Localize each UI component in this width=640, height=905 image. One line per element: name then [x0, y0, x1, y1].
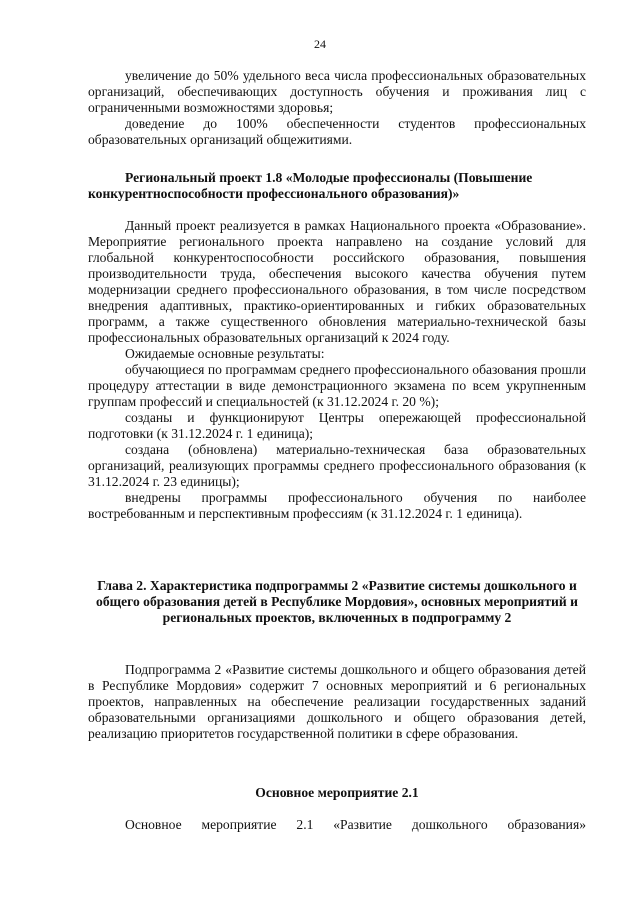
paragraph: Данный проект реализуется в рамках Национального проекта «Образование». Мероприятие регионального проекта направлено на создание условий для глобальной конкурентоспособности российского образования, повышения производительности труда, обеспечения высокого качества обучения путем модернизации среднего профессионального образования, в том числе посредством внедрения адаптивных, практико-ориентированных и гибких образовательных программ, а также существенного обновления материально-технической базы профессиональных образовательных организаций к 2024 году. [88, 218, 586, 345]
chapter-heading: Глава 2. Характеристика подпрограммы 2 «Развитие системы дошкольного и общего образования детей в Республике Мордовия», основных мероприятий и региональных проектов, включенных в подпрограмму 2 [96, 578, 578, 625]
results-label: Ожидаемые основные результаты: [125, 346, 325, 361]
result-item: обучающиеся по программам среднего профессионального обазования прошли процедуру аттестации в виде демонстрационного экзамена по всем укрупненным группам профессий и специальностей (к 31.12.2024 г. 20 %); [88, 362, 586, 409]
section-1-8-heading-block [88, 170, 586, 202]
paragraph: Основное мероприятие 2.1 «Развитие дошкольного образования» [125, 817, 586, 832]
top-paragraphs [88, 68, 586, 148]
paragraph: увеличение до 50% удельного веса числа профессиональных образовательных организаций, обеспечивающих доступность обучения и проживания лиц с ограниченными возможностями здоровья; [88, 68, 586, 115]
paragraph: доведение до 100% обеспеченности студентов профессиональных образовательных организаций общежитиями. [88, 116, 586, 147]
subsection-heading: Основное мероприятие 2.1 [255, 785, 419, 800]
measure-2-1-heading-block [88, 785, 586, 801]
measure-2-1-body [88, 817, 586, 833]
chapter-2-body [88, 662, 586, 742]
result-item: внедрены программы профессионального обучения по наиболее востребованным и перспективным профессиям (к 31.12.2024 г. 1 единица). [88, 490, 586, 521]
result-item: созданы и функционируют Центры опережающей профессиональной подготовки (к 31.12.2024 г. 1 единица); [88, 410, 586, 441]
section-1-8-body [88, 218, 586, 522]
chapter-2-heading-block [88, 578, 586, 626]
section-heading: Региональный проект 1.8 «Молодые профессионалы (Повышение конкурентноспособности профессионального образования)» [88, 170, 533, 201]
paragraph: Подпрограмма 2 «Развитие системы дошкольного и общего образования детей в Республике Мордовия» содержит 7 основных мероприятий и 6 региональных проектов, направленных на обеспечение реализации государственных заданий образовательными организациями дошкольного и общего образования детей, реализацию приоритетов государственной политики в сфере образования. [88, 662, 586, 741]
result-item: создана (обновлена) материально-техническая база образовательных организаций, реализующих программы среднего профессионального образования (к 31.12.2024 г. 23 единицы); [88, 442, 586, 489]
page-number: 24 [314, 37, 326, 51]
